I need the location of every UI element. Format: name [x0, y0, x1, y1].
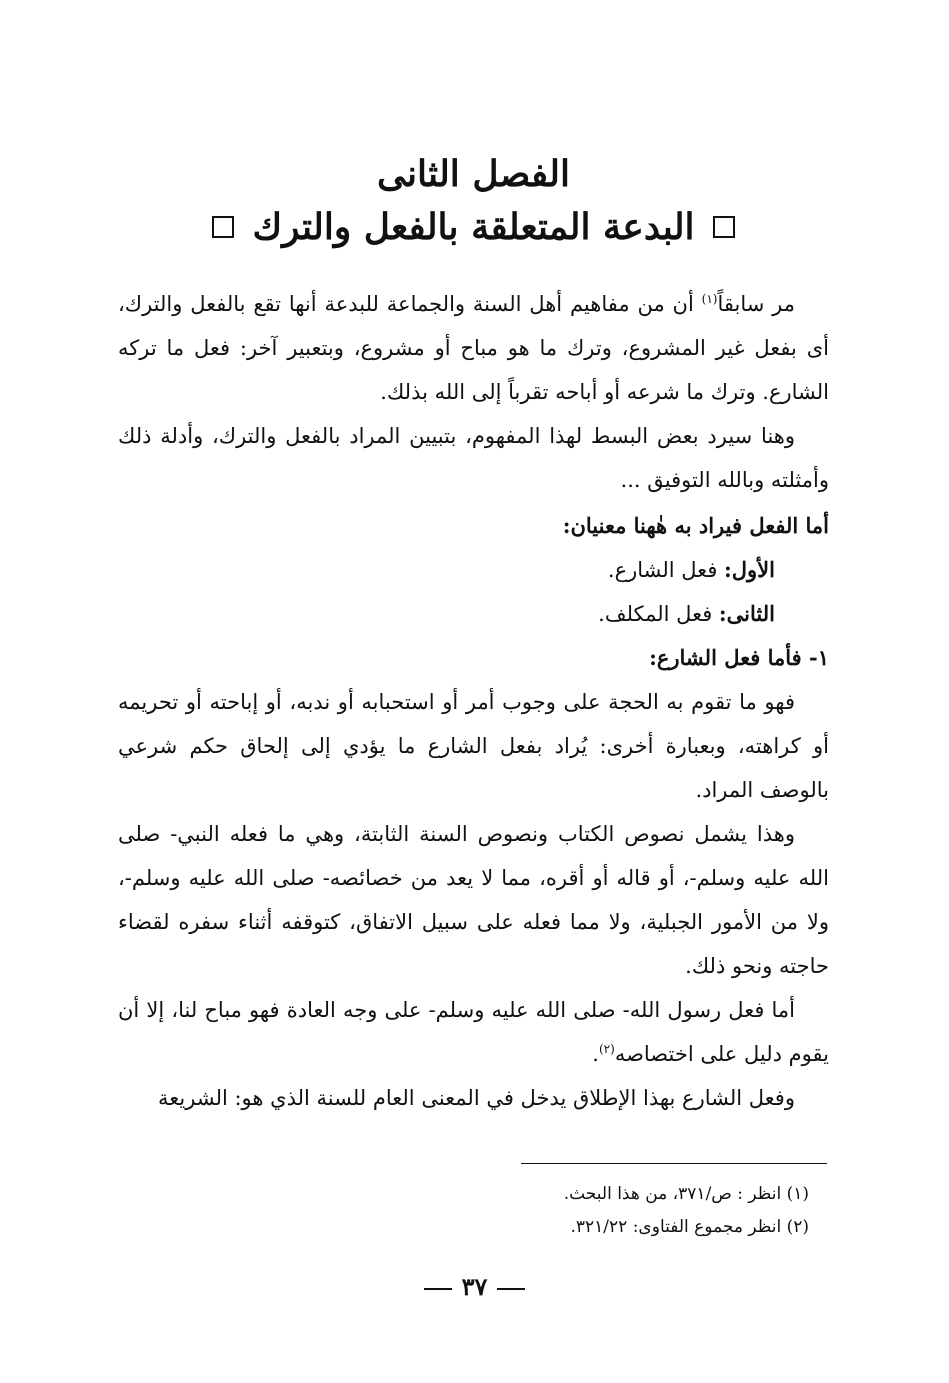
section-title: البدعة المتعلقة بالفعل والترك	[252, 206, 695, 248]
page-number	[0, 1272, 949, 1301]
footnote-marker: (١)	[701, 292, 718, 306]
footnote: (٢) انظر مجموع الفتاوى: ٣٢١/٢٢.	[570, 1217, 809, 1237]
paragraph-text: أن من مفاهيم أهل السنة والجماعة للبدعة أنها تقع بالفعل والترك، أى بفعل غير المشروع، وترك ما هو مباح أو مشروع، وبتعبير آخر: فعل ما تركه الشارع. وترك ما شرعه أو أباحه تقرباً إلى الله بذلك.	[118, 292, 829, 404]
subheading: أما الفعل فيراد به هٰهنا معنيان:	[562, 513, 829, 538]
dash-ornament	[497, 1288, 525, 1290]
paragraph: وهذا يشمل نصوص الكتاب ونصوص السنة الثابتة، وهي ما فعله النبي- صلى الله عليه وسلم-، أو قاله أو أقره، مما لا يعد من خصائصه- صلى الله عليه وسلم-، ولا من الأمور الجبلية، ولا مما فعله على سبيل الاتفاق، كتوقفه أثناء سفره لقضاء حاجته ونحو ذلك.	[118, 822, 829, 978]
footnote-marker: (٢)	[598, 1042, 615, 1056]
list-item-label: الثانى:	[718, 601, 775, 626]
numbered-subheading: ١- فأما فعل الشارع:	[649, 645, 829, 670]
section-title-row	[118, 202, 829, 252]
list-item	[118, 548, 829, 592]
footnote-divider	[521, 1163, 827, 1164]
dash-ornament	[424, 1288, 452, 1290]
body-text	[118, 282, 829, 1120]
square-ornament-icon	[713, 216, 735, 238]
paragraph	[118, 282, 829, 414]
page-number-text: ٣٧	[461, 1272, 488, 1301]
paragraph	[118, 988, 829, 1076]
list-item-label: الأول:	[724, 557, 775, 582]
paragraph: وهنا سيرد بعض البسط لهذا المفهوم، بتبيين المراد بالفعل والترك، وأدلة ذلك وأمثلته وبالله التوفيق ...	[118, 424, 829, 492]
list-item-text: فعل المكلف.	[598, 602, 719, 626]
footnotes	[118, 1178, 829, 1244]
footnote: (١) انظر : ص/٣٧١، من هذا البحث.	[563, 1184, 809, 1204]
list-item-text: فعل الشارع.	[607, 558, 725, 582]
paragraph-text: .	[592, 1042, 599, 1066]
paragraph: وفعل الشارع بهذا الإطلاق يدخل في المعنى العام للسنة الذي هو: الشريعة	[158, 1086, 795, 1110]
paragraph: فهو ما تقوم به الحجة على وجوب أمر أو استحبابه أو ندبه، أو إباحته أو تحريمه أو كراهته، وبعبارة أخرى: يُراد بفعل الشارع ما يؤدي إلى إلحاق حكم شرعي بالوصف المراد.	[118, 690, 829, 802]
paragraph-text: أما فعل رسول الله- صلى الله عليه وسلم- على وجه العادة فهو مباح لنا، إلا أن يقوم دليل على اختصاصه	[118, 998, 829, 1066]
paragraph-text: مر سابقاً	[717, 292, 796, 316]
chapter-heading: الفصل الثانى	[376, 153, 571, 195]
list-item	[118, 592, 829, 636]
square-ornament-icon	[212, 216, 234, 238]
